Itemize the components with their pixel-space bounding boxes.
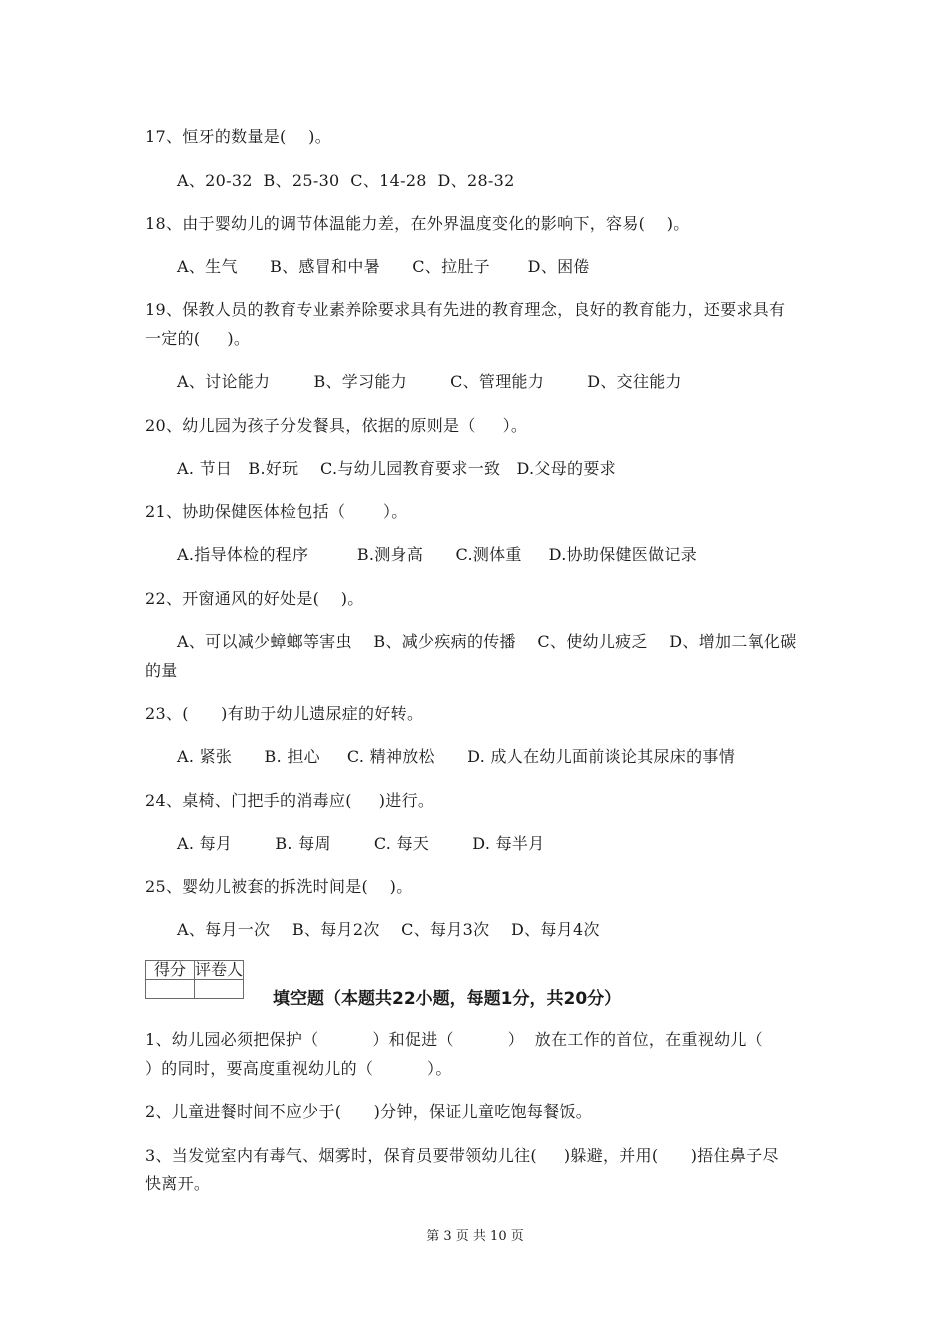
fill-1-line2: ）的同时，要高度重视幼儿的（ ）。 bbox=[145, 1059, 452, 1078]
page-footer: 第 3 页 共 10 页 bbox=[426, 1229, 524, 1244]
grader-label: 评卷人 bbox=[195, 960, 244, 979]
q21-stem: 21、协助保健医体检包括（ ）。 bbox=[145, 502, 408, 521]
grader-cell bbox=[195, 980, 244, 999]
q19-stem-line2: 一定的( )。 bbox=[145, 329, 251, 348]
q23-options: A. 紧张 B. 担心 C. 精神放松 D. 成人在幼儿面前谈论其尿床的事情 bbox=[177, 747, 735, 766]
fill-3-line2: 快离开。 bbox=[145, 1174, 211, 1193]
q17-options: A、20-32 B、25-30 C、14-28 D、28-32 bbox=[177, 171, 515, 190]
fill-3-line1: 3、当发觉室内有毒气、烟雾时，保育员要带领幼儿往( )躲避，并用( )捂住鼻子尽 bbox=[145, 1146, 779, 1165]
q20-stem: 20、幼儿园为孩子分发餐具，依据的原则是（ ）。 bbox=[145, 416, 528, 435]
q18-options: A、生气 B、感冒和中暑 C、拉肚子 D、困倦 bbox=[177, 257, 590, 276]
score-box bbox=[145, 960, 244, 999]
q19-options: A、讨论能力 B、学习能力 C、管理能力 D、交往能力 bbox=[177, 372, 682, 391]
score-label: 得分 bbox=[146, 961, 195, 980]
score-cell bbox=[146, 980, 195, 999]
q25-stem: 25、婴幼儿被套的拆洗时间是( )。 bbox=[145, 877, 413, 896]
q17-stem: 17、恒牙的数量是( )。 bbox=[145, 127, 331, 146]
q21-options: A.指导体检的程序 B.测身高 C.测体重 D.协助保健医做记录 bbox=[177, 545, 698, 564]
q22-stem: 22、开窗通风的好处是( )。 bbox=[145, 589, 364, 608]
fill-1-line1: 1、幼儿园必须把保护（ ）和促进（ ） 放在工作的首位，在重视幼儿（ bbox=[145, 1030, 763, 1049]
q23-stem: 23、( )有助于幼儿遗尿症的好转。 bbox=[145, 704, 424, 723]
q22-options-line1: A、可以减少蟑螂等害虫 B、减少疾病的传播 C、使幼儿疲乏 D、增加二氧化碳 bbox=[177, 632, 797, 651]
q24-options: A. 每月 B. 每周 C. 每天 D. 每半月 bbox=[177, 834, 545, 853]
q24-stem: 24、桌椅、门把手的消毒应( )进行。 bbox=[145, 791, 435, 810]
q25-options: A、每月一次 B、每月2次 C、每月3次 D、每月4次 bbox=[177, 920, 600, 939]
q22-options-line2: 的量 bbox=[145, 661, 178, 680]
fill-2: 2、儿童进餐时间不应少于( )分钟，保证儿童吃饱每餐饭。 bbox=[145, 1102, 593, 1121]
q19-stem-line1: 19、保教人员的教育专业素养除要求具有先进的教育理念，良好的教育能力，还要求具有 bbox=[145, 300, 786, 319]
q20-options: A. 节日 B.好玩 C.与幼儿园教育要求一致 D.父母的要求 bbox=[177, 459, 616, 478]
q18-stem: 18、由于婴幼儿的调节体温能力差，在外界温度变化的影响下，容易( )。 bbox=[145, 214, 690, 233]
section-title: 填空题（本题共22小题，每题1分，共20分） bbox=[273, 989, 622, 1009]
